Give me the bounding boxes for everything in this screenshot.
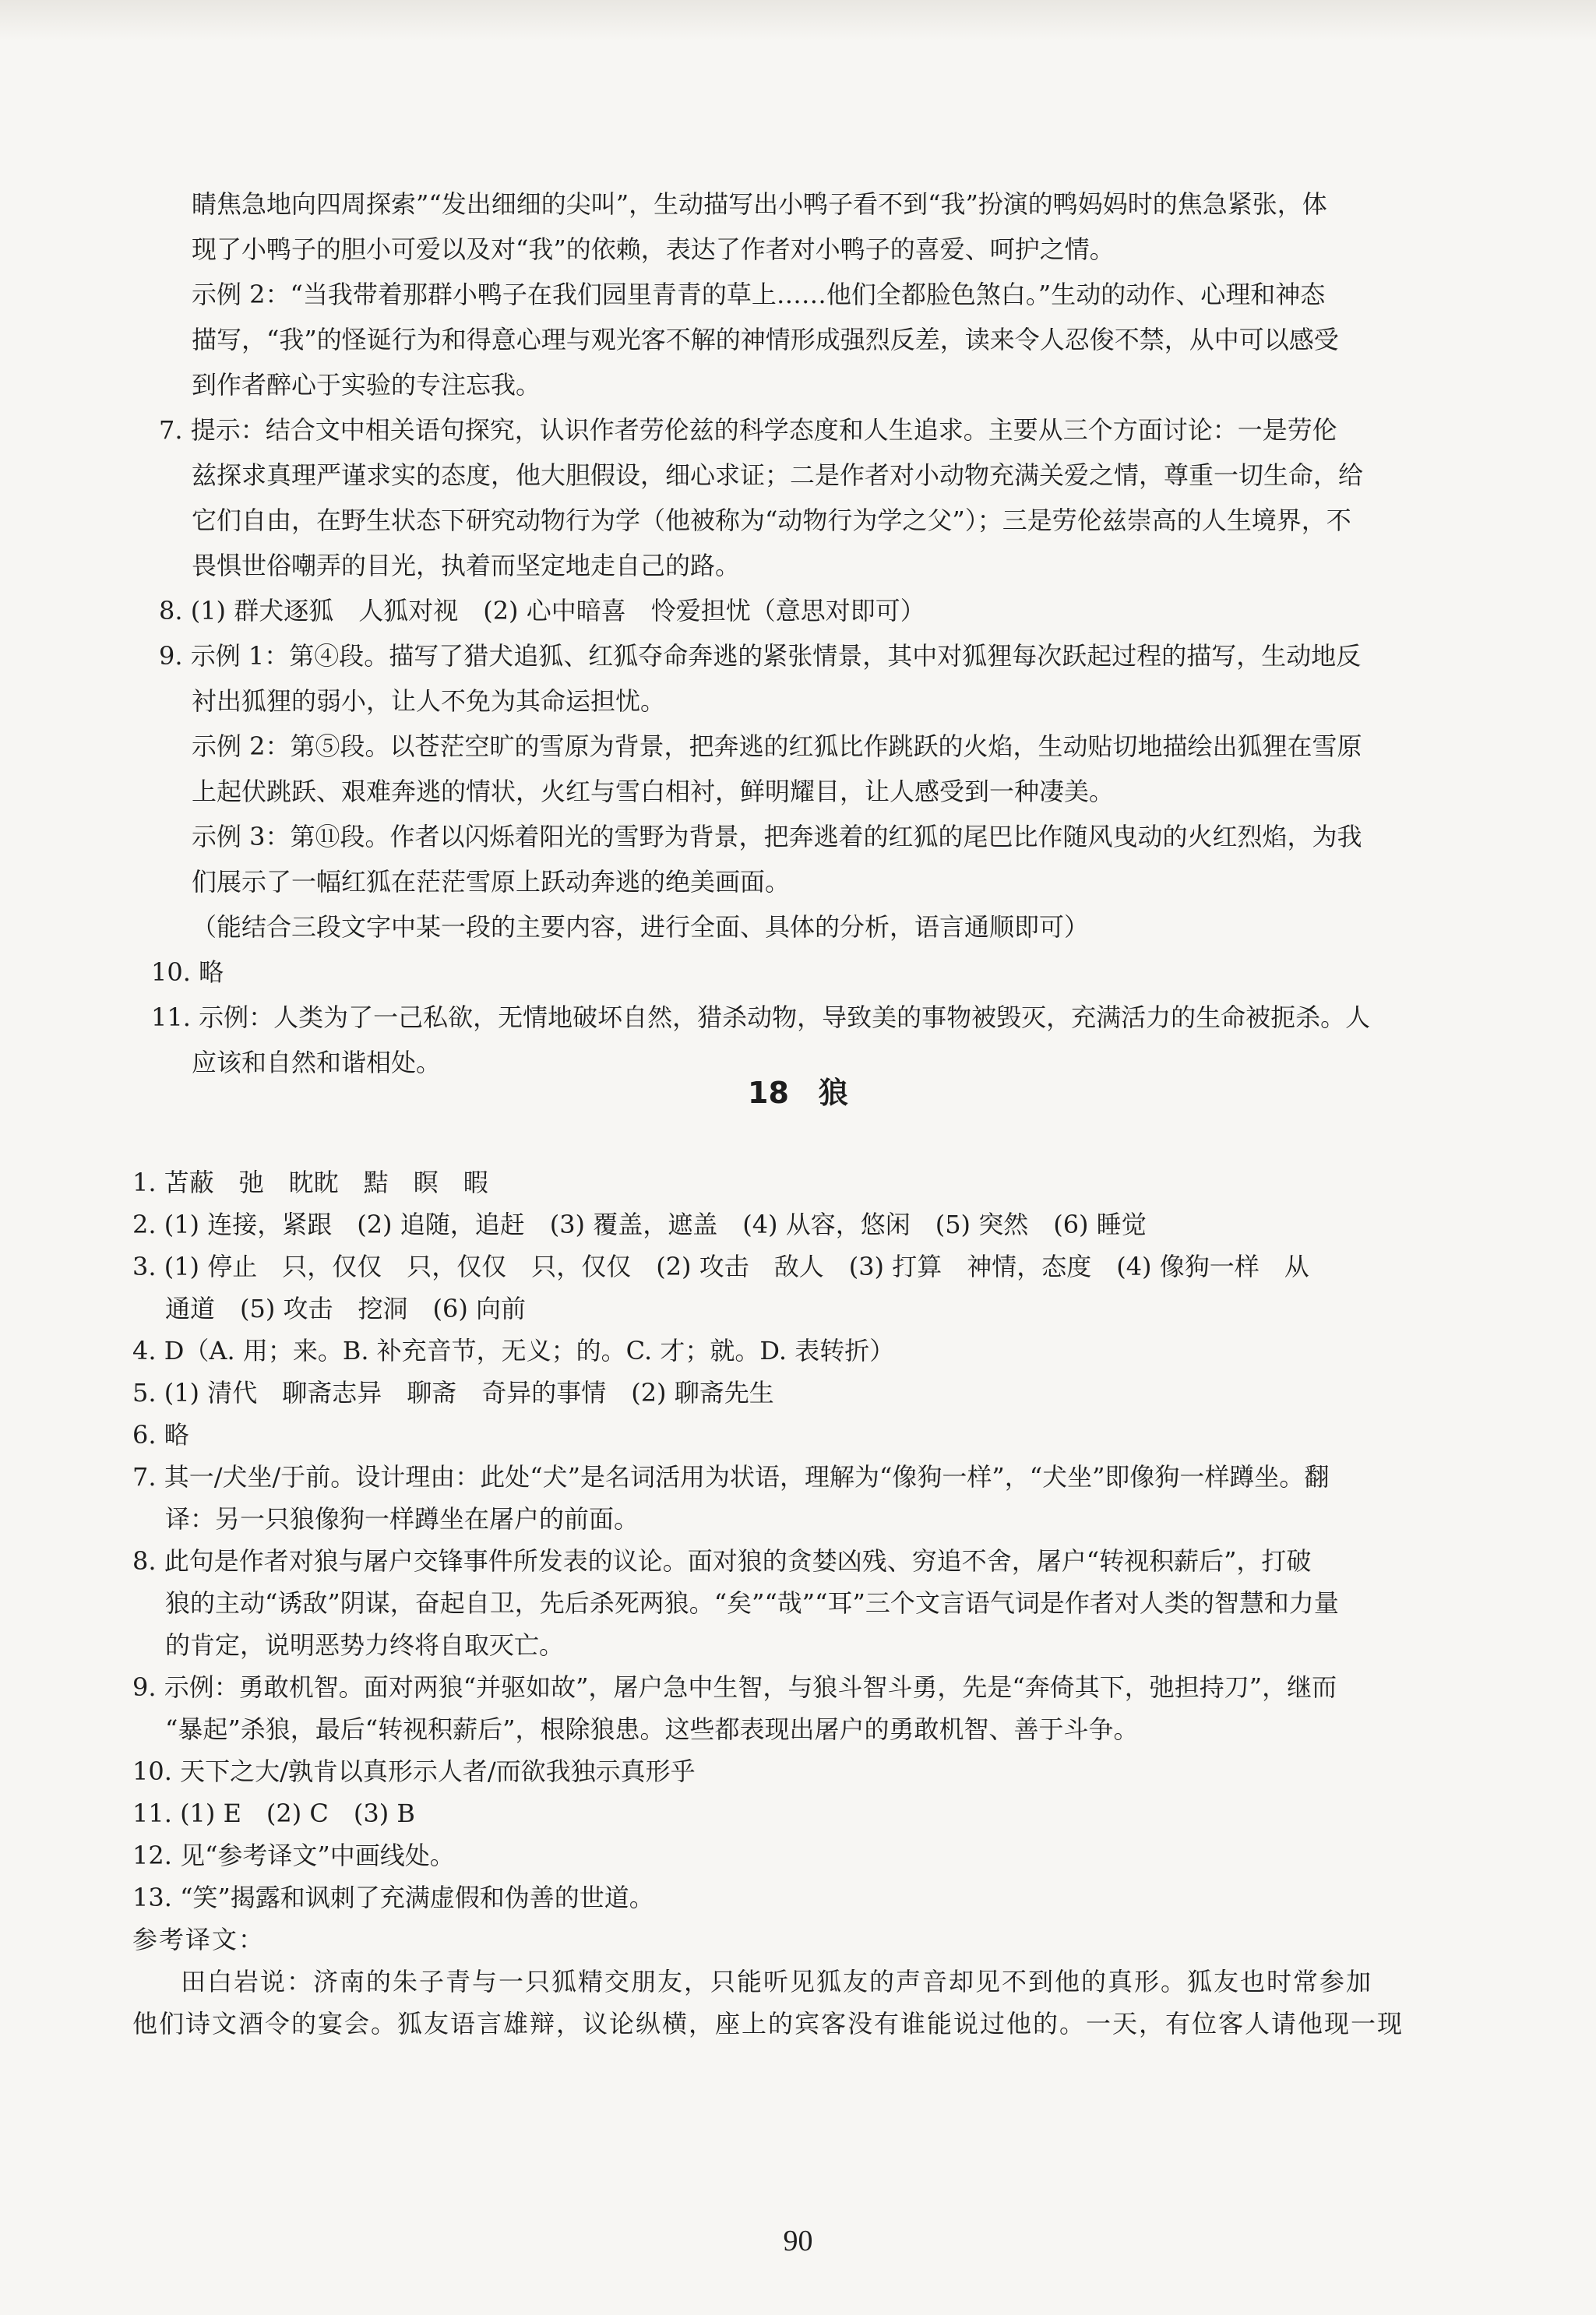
- answer-item: 12. 见“参考译文”中画线处。: [132, 1841, 455, 1870]
- text-line: 畏惧世俗嘲弄的目光，执着而坚定地走自己的路。: [192, 551, 741, 580]
- answer-item: 8. (1) 群犬逐狐 人狐对视 (2) 心中暗喜 怜爱担忧（意思对即可）: [159, 596, 925, 625]
- text-line: 描写，“我”的怪诞行为和得意心理与观光客不解的神情形成强烈反差，读来令人忍俊不禁，从中可以感受: [192, 325, 1339, 354]
- answer-item: 6. 略: [132, 1420, 189, 1450]
- text-line: 译：另一只狼像狗一样蹲坐在屠户的前面。: [165, 1504, 639, 1534]
- answer-item: 2. (1) 连接，紧跟 (2) 追随，追赶 (3) 覆盖，遮盖 (4) 从容，悠闲 (5) 突然 (6) 睡觉: [132, 1210, 1147, 1239]
- answer-item: 8. 此句是作者对狼与屠户交锋事件所发表的议论。面对狼的贪婪凶残、穷追不舍，屠户“转视积薪后”，打破: [132, 1546, 1312, 1576]
- text-line: 的肯定，说明恶势力终将自取灭亡。: [165, 1630, 565, 1660]
- answer-item: 4. D（A. 用；来。B. 补充音节，无义；的。C. 才；就。D. 表转折）: [132, 1336, 895, 1365]
- translation-line: 田白岩说：济南的朱子青与一只狐精交朋友，只能听见狐友的声音却见不到他的真形。狐友也时常参加: [181, 1967, 1373, 1996]
- text-line: 它们自由，在野生状态下研究动物行为学（他被称为“动物行为学之父”）；三是劳伦兹崇高的人生境界，不: [192, 506, 1351, 535]
- answer-item: 10. 略: [151, 957, 224, 987]
- section-title: 18 狼: [748, 1076, 848, 1110]
- answer-item: 13. “笑”揭露和讽刺了充满虚假和伪善的世道。: [132, 1883, 654, 1912]
- text-line: 到作者醉心于实验的专注忘我。: [192, 370, 541, 400]
- text-line: （能结合三段文字中某一段的主要内容，进行全面、具体的分析，语言通顺即可）: [192, 912, 1090, 942]
- page-number: 90: [783, 2225, 813, 2257]
- text-line: 狼的主动“诱敌”阴谋，奋起自卫，先后杀死两狼。“矣”“哉”“耳”三个文言语气词是作者对人类的智慧和力量: [165, 1588, 1339, 1618]
- text-line: 示例 2：第⑤段。以苍茫空旷的雪原为背景，把奔逃的红狐比作跳跃的火焰，生动贴切地描绘出狐狸在雪原: [192, 731, 1362, 761]
- text-line: “暴起”杀狼，最后“转视积薪后”，根除狼患。这些都表现出屠户的勇敢机智、善于斗争。: [165, 1714, 1139, 1744]
- answer-item: 9. 示例：勇敢机智。面对两狼“并驱如故”，屠户急中生智，与狼斗智斗勇，先是“奔倚其下，弛担持刀”，继而: [132, 1672, 1337, 1702]
- text-line: 示例 2：“当我带着那群小鸭子在我们园里青青的草上……他们全都脸色煞白。”生动的动作、心理和神态: [192, 280, 1326, 309]
- answer-item: 11. (1) E (2) C (3) B: [132, 1799, 415, 1828]
- text-line: 衬出狐狸的弱小，让人不免为其命运担忧。: [192, 686, 666, 716]
- text-line: 示例 3：第⑪段。作者以闪烁着阳光的雪野为背景，把奔逃着的红狐的尾巴比作随风曳动的火红烈焰，为我: [192, 822, 1362, 851]
- text-line: 睛焦急地向四周探索”“发出细细的尖叫”，生动描写出小鸭子看不到“我”扮演的鸭妈妈时的焦急紧张，体: [192, 189, 1327, 219]
- answer-item: 5. (1) 清代 聊斋志异 聊斋 奇异的事情 (2) 聊斋先生: [132, 1378, 774, 1408]
- text-line: 应该和自然和谐相处。: [192, 1048, 442, 1077]
- answer-item: 11. 示例：人类为了一己私欲，无情地破坏自然，猎杀动物，导致美的事物被毁灭，充满活力的生命被扼杀。人: [151, 1002, 1371, 1032]
- answer-item: 7. 其一/犬坐/于前。设计理由：此处“犬”是名词活用为状语，理解为“像狗一样”，“犬坐”即像狗一样蹲坐。翻: [132, 1462, 1330, 1492]
- answer-item: 1. 苫蔽 弛 眈眈 黠 瞑 暇: [132, 1168, 488, 1197]
- answer-item: 10. 天下之大/孰肯以真形示人者/而欲我独示真形乎: [132, 1757, 696, 1786]
- text-line: 上起伏跳跃、艰难奔逃的情状，火红与雪白相衬，鲜明耀目，让人感受到一种凄美。: [192, 777, 1115, 806]
- text-line: 们展示了一幅红狐在茫茫雪原上跃动奔逃的绝美画面。: [192, 867, 791, 897]
- scan-top-shadow: [0, 0, 1596, 41]
- text-line: 通道 (5) 攻击 挖洞 (6) 向前: [165, 1294, 527, 1323]
- answer-item: 9. 示例 1：第④段。描写了猎犬追狐、红狐夺命奔逃的紧张情景，其中对狐狸每次跃起过程的描写，生动地反: [159, 641, 1362, 671]
- answer-item: 3. (1) 停止 只，仅仅 只，仅仅 只，仅仅 (2) 攻击 敌人 (3) 打算 神情，态度 (4) 像狗一样 从: [132, 1252, 1309, 1281]
- answer-item: 7. 提示：结合文中相关语句探究，认识作者劳伦兹的科学态度和人生追求。主要从三个方面讨论：一是劳伦: [159, 415, 1337, 445]
- translation-line: 他们诗文酒令的宴会。狐友语言雄辩，议论纵横，座上的宾客没有谁能说过他的。一天，有位客人请他现一现: [132, 2009, 1404, 2038]
- text-line: 现了小鸭子的胆小可爱以及对“我”的依赖，表达了作者对小鸭子的喜爱、呵护之情。: [192, 234, 1115, 264]
- reference-translation-label: 参考译文：: [132, 1925, 266, 1954]
- text-line: 兹探求真理严谨求实的态度，他大胆假设，细心求证；二是作者对小动物充满关爱之情，尊重一切生命，给: [192, 460, 1364, 490]
